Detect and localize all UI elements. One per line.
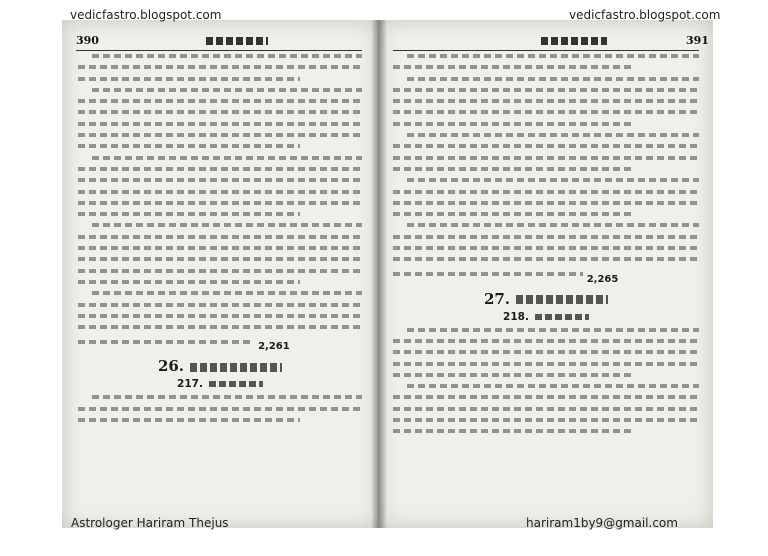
paragraph xyxy=(78,156,362,216)
section-number: 27. xyxy=(483,289,511,308)
left-text-column xyxy=(78,54,362,429)
paragraph xyxy=(393,77,699,126)
text-line xyxy=(393,407,699,411)
text-line xyxy=(407,328,699,332)
text-line xyxy=(78,212,300,216)
text-line xyxy=(78,407,362,411)
text-line xyxy=(393,350,699,354)
paragraph xyxy=(393,223,699,287)
text-line xyxy=(78,418,300,422)
verse-reference: 2,261 xyxy=(258,341,290,353)
text-line xyxy=(92,156,362,160)
text-line xyxy=(393,418,699,422)
text-line xyxy=(78,99,362,103)
hymn-title xyxy=(209,381,263,387)
section-title xyxy=(190,363,282,372)
text-line xyxy=(78,235,362,239)
text-line xyxy=(78,303,362,307)
paragraph xyxy=(78,223,362,283)
right-header-rule xyxy=(393,50,699,51)
hymn-title xyxy=(535,314,589,320)
footer-email: hariram1by9@gmail.com xyxy=(526,516,678,530)
section-heading xyxy=(393,290,699,308)
right-running-title xyxy=(541,37,607,45)
right-page-number: 391 xyxy=(686,34,709,47)
text-line xyxy=(407,384,699,388)
book-spine xyxy=(372,20,386,528)
text-line xyxy=(92,395,362,399)
text-line xyxy=(78,167,362,171)
watermark-left: vedicfastro.blogspot.com xyxy=(70,8,222,22)
text-line xyxy=(78,122,362,126)
text-line xyxy=(393,201,699,205)
text-line xyxy=(78,269,362,273)
paragraph xyxy=(393,54,699,69)
text-line xyxy=(78,257,362,261)
paragraph xyxy=(78,54,362,81)
text-line xyxy=(393,429,632,433)
text-line xyxy=(407,77,699,81)
text-line xyxy=(393,272,583,276)
text-line xyxy=(78,246,362,250)
paragraph xyxy=(393,178,699,216)
left-header-rule xyxy=(76,50,362,51)
text-line xyxy=(407,223,699,227)
hymn-heading xyxy=(393,311,699,323)
text-line xyxy=(78,110,362,114)
text-line xyxy=(78,340,254,344)
left-running-title xyxy=(206,37,268,45)
text-line xyxy=(393,257,699,261)
text-line xyxy=(393,88,699,92)
text-line xyxy=(393,99,699,103)
text-line xyxy=(407,54,699,58)
text-line xyxy=(92,223,362,227)
hymn-number: 218. xyxy=(503,310,529,323)
text-line xyxy=(393,65,632,69)
text-line xyxy=(92,291,362,295)
text-line xyxy=(407,178,699,182)
left-page-number: 390 xyxy=(76,34,99,47)
right-text-column xyxy=(393,54,699,441)
text-line xyxy=(393,373,632,377)
text-line xyxy=(78,144,300,148)
text-line xyxy=(393,339,699,343)
text-line xyxy=(78,77,300,81)
text-line xyxy=(407,133,699,137)
paragraph xyxy=(78,291,362,355)
text-line xyxy=(78,65,362,69)
paragraph xyxy=(393,328,699,377)
text-line xyxy=(393,122,632,126)
text-line xyxy=(393,167,632,171)
hymn-heading xyxy=(78,378,362,390)
hymn-number: 217. xyxy=(177,378,203,391)
text-line xyxy=(78,201,362,205)
text-line xyxy=(78,133,362,137)
text-line xyxy=(92,54,362,58)
text-line xyxy=(78,190,362,194)
text-line xyxy=(393,190,699,194)
text-line xyxy=(393,156,699,160)
watermark-right: vedicfastro.blogspot.com xyxy=(569,8,721,22)
footer-author: Astrologer Hariram Thejus xyxy=(71,516,229,530)
text-line xyxy=(78,178,362,182)
text-line xyxy=(78,280,300,284)
paragraph xyxy=(393,384,699,433)
text-line xyxy=(393,144,699,148)
text-line xyxy=(78,325,362,329)
section-heading xyxy=(78,357,362,375)
text-line xyxy=(393,246,699,250)
paragraph xyxy=(393,133,699,171)
text-line xyxy=(393,395,699,399)
text-line xyxy=(393,110,699,114)
text-line xyxy=(78,314,362,318)
text-line xyxy=(393,235,699,239)
section-title xyxy=(516,295,608,304)
text-line xyxy=(393,212,632,216)
verse-reference: 2,265 xyxy=(586,273,619,285)
paragraph xyxy=(78,395,362,422)
paragraph xyxy=(78,88,362,148)
text-line xyxy=(92,88,362,92)
text-line xyxy=(393,362,699,366)
section-number: 26. xyxy=(157,357,185,376)
